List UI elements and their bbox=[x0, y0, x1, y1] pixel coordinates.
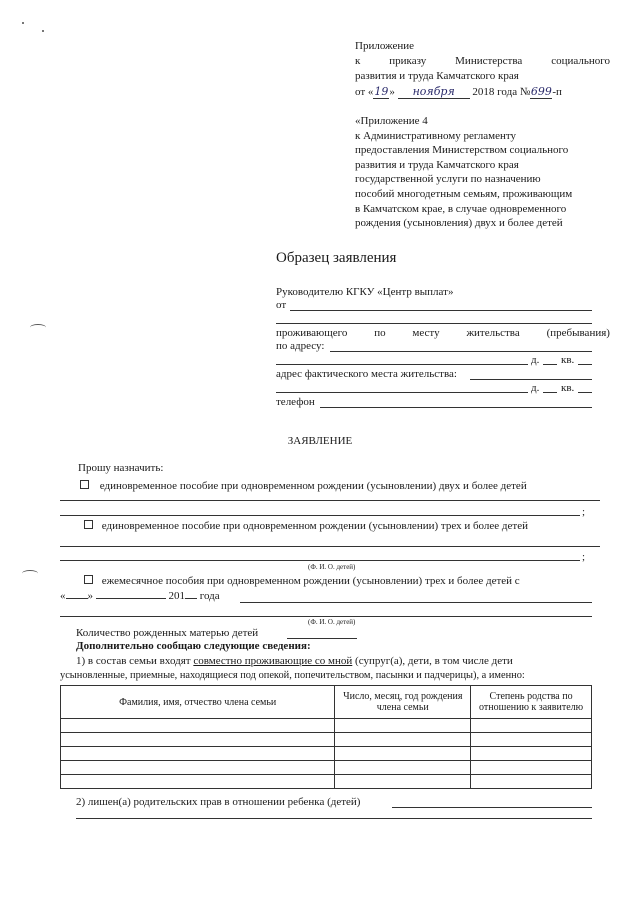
header-ministry: развития и труда Камчатского края bbox=[355, 70, 519, 82]
column-header-name: Фамилия, имя, отчество члена семьи bbox=[61, 686, 335, 719]
addressee-to: Руководителю КГКУ «Центр выплат» bbox=[276, 286, 454, 298]
option-3-date-line: « » 201 года bbox=[60, 590, 220, 602]
family-composition-line-1: 1) в состав семьи входят совместно проживающие со мной (супруг(а), дети, в том числе дети bbox=[76, 655, 513, 667]
phone-label: телефон bbox=[276, 396, 315, 408]
column-header-relation: Степень родства по отношению к заявителю bbox=[471, 686, 592, 719]
table-cell[interactable] bbox=[471, 761, 592, 775]
actual-apt-field-line[interactable] bbox=[578, 392, 592, 393]
handwritten-month: ноября bbox=[398, 85, 470, 99]
table-row bbox=[61, 719, 592, 733]
apt-field-line[interactable] bbox=[578, 364, 592, 365]
option-3-caption: (Ф. И. О. детей) bbox=[308, 618, 356, 626]
option-3-month-field[interactable] bbox=[96, 598, 166, 599]
table-cell[interactable] bbox=[335, 719, 471, 733]
option-1-field-line[interactable] bbox=[60, 500, 600, 501]
option-3-day-field[interactable] bbox=[66, 598, 88, 599]
addressee-from-label: от bbox=[276, 299, 287, 311]
house-field-line[interactable] bbox=[543, 364, 557, 365]
option-3-field-line-2[interactable] bbox=[60, 616, 592, 617]
address-field-line-2[interactable] bbox=[276, 364, 528, 365]
actual-address-field-line-2[interactable] bbox=[276, 392, 528, 393]
scan-speck bbox=[42, 30, 44, 32]
table-header-row bbox=[61, 686, 592, 719]
table-cell[interactable] bbox=[471, 775, 592, 789]
table-cell[interactable] bbox=[471, 747, 592, 761]
table-cell[interactable] bbox=[335, 761, 471, 775]
table-cell[interactable] bbox=[61, 761, 335, 775]
option-1: единовременное пособие при одновременном рождении (усыновлении) двух и более детей bbox=[80, 480, 527, 493]
column-header-birthdate: Число, месяц, год рождения члена семьи bbox=[335, 686, 471, 719]
family-composition-line-2: усыновленные, приемные, находящиеся под опекой, попечительством, пасынки и падчерицы), а именно: bbox=[60, 670, 525, 681]
actual-house-label: д. bbox=[531, 382, 540, 394]
option-2-caption: (Ф. И. О. детей) bbox=[308, 563, 356, 571]
table-cell[interactable] bbox=[61, 747, 335, 761]
phone-field-line[interactable] bbox=[320, 407, 592, 408]
table-cell[interactable] bbox=[61, 719, 335, 733]
option-3-field-line[interactable] bbox=[240, 602, 592, 603]
children-count-label: Количество рожденных матерью детей bbox=[76, 627, 259, 639]
option-1-semicolon: ; bbox=[582, 506, 586, 518]
document-title: ЗАЯВЛЕНИЕ bbox=[287, 435, 353, 447]
handwritten-number: 699 bbox=[530, 85, 552, 98]
margin-scan-mark bbox=[22, 570, 38, 577]
request-intro: Прошу назначить: bbox=[78, 462, 164, 474]
header-title: Приложение bbox=[355, 40, 415, 52]
appendix-block: «Приложение 4 к Административному регламенту предоставления Министерством социального развития и труда Камчатского края государственной услуги по назначению пособий многодетным семьям, проживающим в Камчатском крае, в случае одновременного рождения (усыновления) двух и более детей bbox=[355, 115, 573, 230]
additional-info-heading: Дополнительно сообщаю следующие сведения: bbox=[76, 640, 311, 652]
option-2-field-line-2[interactable] bbox=[60, 560, 580, 561]
table-row bbox=[61, 733, 592, 747]
header-order-line: к приказу Министерства социального bbox=[355, 55, 610, 67]
table-row bbox=[61, 775, 592, 789]
actual-house-field-line[interactable] bbox=[543, 392, 557, 393]
actual-address-label: адрес фактического места жительства: bbox=[276, 368, 457, 380]
option-1-field-line-2[interactable] bbox=[60, 515, 580, 516]
header-date-line: от «19» ноября 2018 года №699-п bbox=[355, 85, 562, 98]
table-row bbox=[61, 747, 592, 761]
from-field-line[interactable] bbox=[290, 310, 592, 311]
option-3: ежемесячное пособия при одновременном рождении (усыновлении) трех и более детей с bbox=[84, 575, 520, 588]
deprived-rights-field-line[interactable] bbox=[392, 807, 592, 808]
table-cell[interactable] bbox=[471, 733, 592, 747]
margin-scan-mark bbox=[30, 324, 46, 331]
option-2: единовременное пособие при одновременном рождении (усыновлении) трех и более детей bbox=[84, 520, 528, 533]
option-2-semicolon: ; bbox=[582, 551, 586, 563]
table-row bbox=[61, 761, 592, 775]
table-cell[interactable] bbox=[61, 733, 335, 747]
residing-line: проживающего по месту жительства (пребывания) bbox=[276, 327, 610, 339]
house-label: д. bbox=[531, 354, 540, 366]
handwritten-day: 19 bbox=[374, 85, 389, 98]
sample-title: Образец заявления bbox=[276, 250, 397, 266]
table-cell[interactable] bbox=[61, 775, 335, 789]
table-cell[interactable] bbox=[335, 747, 471, 761]
actual-apt-label: кв. bbox=[561, 382, 575, 394]
option-1-checkbox[interactable] bbox=[80, 480, 89, 489]
children-count-field-line[interactable] bbox=[287, 638, 357, 639]
option-2-field-line[interactable] bbox=[60, 546, 600, 547]
table-cell[interactable] bbox=[335, 733, 471, 747]
from-field-line-2[interactable] bbox=[276, 323, 592, 324]
table-cell[interactable] bbox=[471, 719, 592, 733]
table-cell[interactable] bbox=[335, 775, 471, 789]
deprived-rights-label: 2) лишен(а) родительских прав в отношении ребенка (детей) bbox=[76, 796, 361, 808]
option-2-checkbox[interactable] bbox=[84, 520, 93, 529]
scan-speck bbox=[22, 22, 24, 24]
option-3-year-field[interactable] bbox=[185, 598, 197, 599]
family-members-table bbox=[60, 685, 592, 789]
option-3-checkbox[interactable] bbox=[84, 575, 93, 584]
apt-label: кв. bbox=[561, 354, 575, 366]
deprived-rights-field-line-2[interactable] bbox=[76, 818, 592, 819]
actual-address-field-line[interactable] bbox=[470, 379, 592, 380]
address-field-line[interactable] bbox=[330, 351, 592, 352]
address-label: по адресу: bbox=[276, 340, 325, 352]
